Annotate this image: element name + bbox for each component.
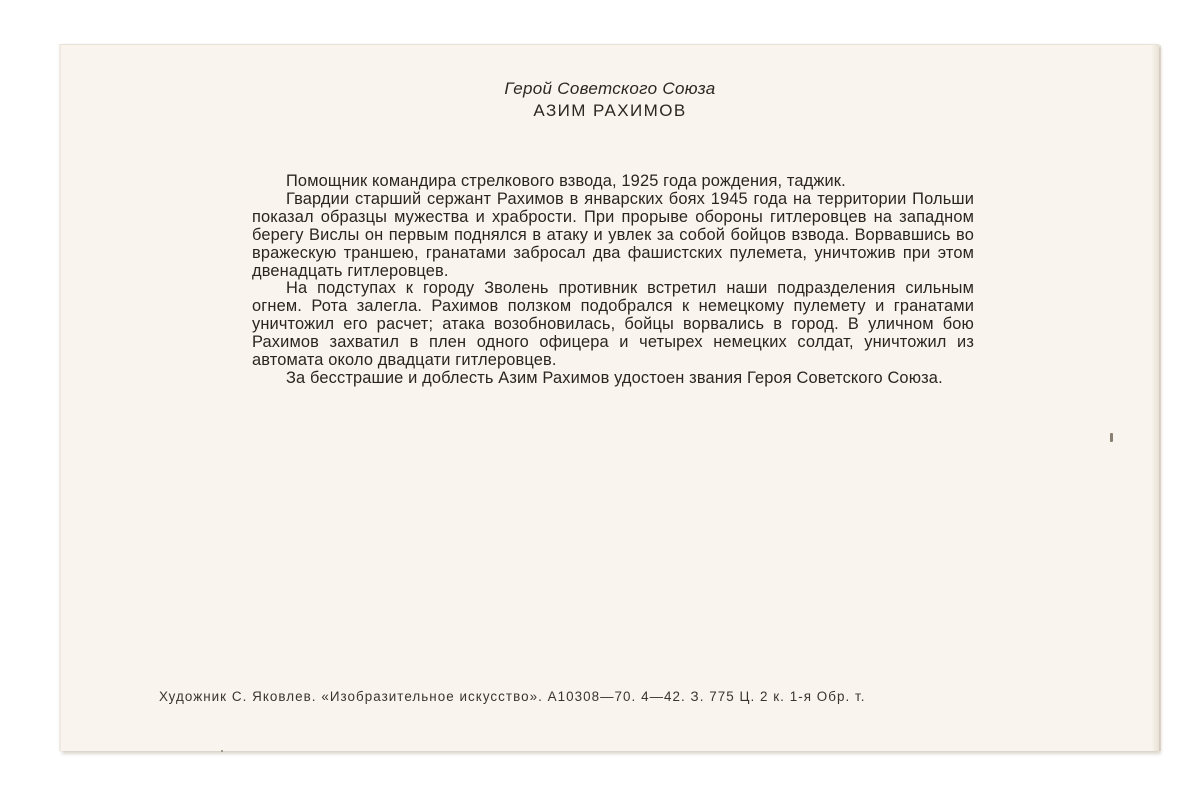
- paragraph-position: Помощник командира стрелкового взвода, 1925 года рождения, таджик.: [286, 172, 846, 190]
- hero-title-subtitle: Герой Советского Союза: [504, 79, 716, 98]
- postcard: [60, 44, 1159, 751]
- paper-speck: [221, 750, 223, 752]
- paper-speck: [1110, 433, 1113, 442]
- hero-name-heading: АЗИМ РАХИМОВ: [533, 101, 687, 120]
- biography-text: [252, 173, 974, 388]
- paragraph-january-battles: Гвардии старший сержант Рахимов в январских боях 1945 года на территории Польши показал образцы мужества и храбрости. При прорыве обороны гитлеровцев на западном берегу Вислы он первым поднялся в атаку и увлек за собой бойцов взвода. Ворвавшись во вражескую траншею, гранатами забросал два фашистских пулемета, уничтожив при этом двенадцать гитлеровцев.: [252, 189, 974, 280]
- publisher-imprint: Художник С. Яковлев. «Изобразительное искусство». А10308—70. 4—42. З. 775 Ц. 2 к. 1-я Обр. т.: [159, 689, 866, 704]
- paragraph-zvolen-battle: На подступах к городу Зволень противник встретил наши подразделения сильным огнем. Рота залегла. Рахимов ползком подобрался к немецкому пулемету и гранатами уничтожил его расчет; атака возобновилась, бойцы ворвались в город. В уличном бою Рахимов захватил в плен одного офицера и четырех немецких солдат, уничтожил из автомата около двадцати гитлеровцев.: [252, 279, 974, 370]
- paragraph-award: За бесстрашие и доблесть Азим Рахимов удостоен звания Героя Советского Союза.: [286, 368, 943, 387]
